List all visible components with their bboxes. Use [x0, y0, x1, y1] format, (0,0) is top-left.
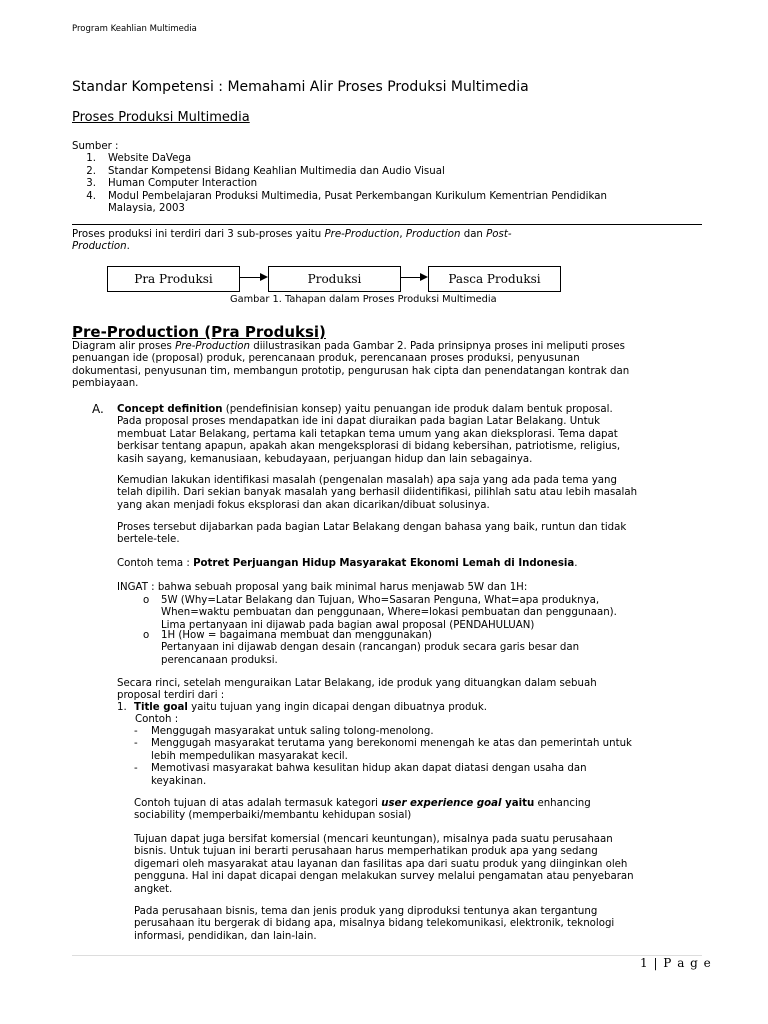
paragraph: Tujuan dapat juga bersifat komersial (mencari keuntungan), misalnya pada suatu perusahaan bisnis. Untuk tujuan ini berarti perusahaan harus memperhatikan produk apa yang sedang digemari oleh masyarakat atau layanan dan fasilitas apa dari suatu produk yang diinginkan oleh pengguna. Hal ini dapat dicapai dengan melakukan survey melalui pengamatan atau penyebaran angket.: [134, 834, 634, 895]
source-item: 1. Website DaVega: [86, 153, 192, 165]
source-item: 2. Standar Kompetensi Bidang Keahlian Multimedia dan Audio Visual: [86, 165, 445, 177]
diagram-box-pra-produksi: Pra Produksi: [107, 266, 240, 292]
source-item: 4. Modul Pembelajaran Produksi Multimedia, Pusat Perkembangan Kurikulum Kementrian Pendidikan: [86, 190, 607, 202]
item-a-content: Concept definition (pendefinisian konsep) yaitu penuangan ide produk dalam bentuk proposal. Pada proposal proses mendapatkan ide ini dapat diuraikan pada bagian Latar Belakang. Untuk membuat Latar Belakang, pertama kali tetapkan tema umum yang akan dieksplorasi. Tema dapat berkisar tentang apapun, apakah akan mengeksplorasi di bidang kebersihan, patriotisme, religius, kasih sayang, kemanusiaan, kebudayaan, perjuangan hidup dan lain sebagainya.: [117, 404, 621, 465]
diagram-arrow: [400, 277, 420, 278]
list-number: 1.: [117, 702, 127, 713]
arrow-head-icon: [260, 273, 268, 281]
source-item: 3. Human Computer Interaction: [86, 178, 258, 190]
sources-list: [72, 141, 712, 215]
bullet-item: 1H (How = bagaimana membuat dan menggunakan) Pertanyaan ini dijawab dengan desain (rancangan) produk secara garis besar dan perencanaan produksi.: [161, 630, 580, 666]
item-letter: A.: [92, 402, 104, 416]
diagram-arrow: [239, 277, 260, 278]
paragraph: Kemudian lakukan identifikasi masalah (pengenalan masalah) apa saja yang ada pada tema yang telah dipilih. Dari sekian banyak masalah yang berhasil diidentifikasi, pilihlah satu atau lebih masalah yang akan menjadi fokus eksplorasi dan akan dicarikan/dibuat solusinya.: [117, 475, 638, 511]
bullet-icon: o: [143, 595, 150, 606]
ux-goal-paragraph: Contoh tujuan di atas adalah termasuk kategori user experience goal yaitu enhancing sociability (memperbaiki/membantu kehidupan sosial): [134, 798, 591, 822]
diagram-box-pasca-produksi: Pasca Produksi: [428, 266, 561, 292]
sources-label: Sumber :: [72, 141, 119, 152]
bullet-item: 5W (Why=Latar Belakang dan Tujuan, Who=Sasaran Penguna, What=apa produknya, When=waktu pembuatan dan penggunaan, Where=lokasi pembuatan dan penggunaan). Lima pertanyaan ini dijawab pada bagian awal proposal (PENDAHULUAN): [161, 595, 617, 631]
page-number: 1 | P a g e: [640, 956, 712, 970]
intro-paragraph: Proses produksi ini terdiri dari 3 sub-proses yaitu Pre-Production, Production dan Post- Production.: [72, 229, 512, 253]
paragraph: Secara rinci, setelah menguraikan Latar Belakang, ide produk yang dituangkan dalam sebuah proposal terdiri dari :: [117, 678, 597, 702]
footer-divider: [72, 955, 702, 956]
diagram-box-produksi: Produksi: [268, 266, 401, 292]
title-goal-item: Title goal yaitu tujuan yang ingin dicapai dengan dibuatnya produk. Contoh :: [134, 702, 488, 726]
diagram-caption: Gambar 1. Tahapan dalam Proses Produksi Multimedia: [230, 294, 497, 305]
divider: [72, 224, 702, 225]
section-heading: Pre-Production (Pra Produksi): [72, 323, 326, 341]
example-theme: Contoh tema : Potret Perjuangan Hidup Masyarakat Ekonomi Lemah di Indonesia.: [117, 558, 578, 569]
document-title: Standar Kompetensi : Memahami Alir Proses Produksi Multimedia: [72, 79, 529, 95]
paragraph: Proses tersebut dijabarkan pada bagian Latar Belakang dengan bahasa yang baik, runtun dan tidak bertele-tele.: [117, 522, 627, 546]
paragraph: Pada perusahaan bisnis, tema dan jenis produk yang diproduksi tentunya akan tergantung perusahaan itu bergerak di bidang apa, misalnya bidang telekomunikasi, elektronik, teknologi informasi, pendidikan, dan lain-lain.: [134, 906, 615, 942]
bullet-icon: o: [143, 630, 150, 641]
example-list: - Menggugah masyarakat untuk saling tolong-menolong. - Menggugah masyarakat terutama yang berekonomi menengah ke atas dan pemerintah untuk lebih mempedulikan masyarakat kecil. - Memotivasi masyarakat bahwa kesulitan hidup akan dapat diatasi dengan usaha dan keyakinan.: [134, 726, 632, 787]
reminder-text: INGAT : bahwa sebuah proposal yang baik minimal harus menjawab 5W dan 1H:: [117, 582, 528, 593]
section-paragraph: Diagram alir proses Pre-Production diilustrasikan pada Gambar 2. Pada prinsipnya proses ini meliputi proses penuangan ide (proposal) produk, perencanaan produk, perencanaan proses produksi, penyusunan dokumentasi, penyusunan tim, membangun prototip, pengurusan hak cipta dan penendatangan kontrak dan pembiayaan.: [72, 341, 630, 390]
document-subtitle: Proses Produksi Multimedia: [72, 110, 250, 125]
page-header: Program Keahlian Multimedia: [72, 24, 197, 34]
source-item: Malaysia, 2003: [108, 203, 185, 215]
arrow-head-icon: [420, 273, 428, 281]
